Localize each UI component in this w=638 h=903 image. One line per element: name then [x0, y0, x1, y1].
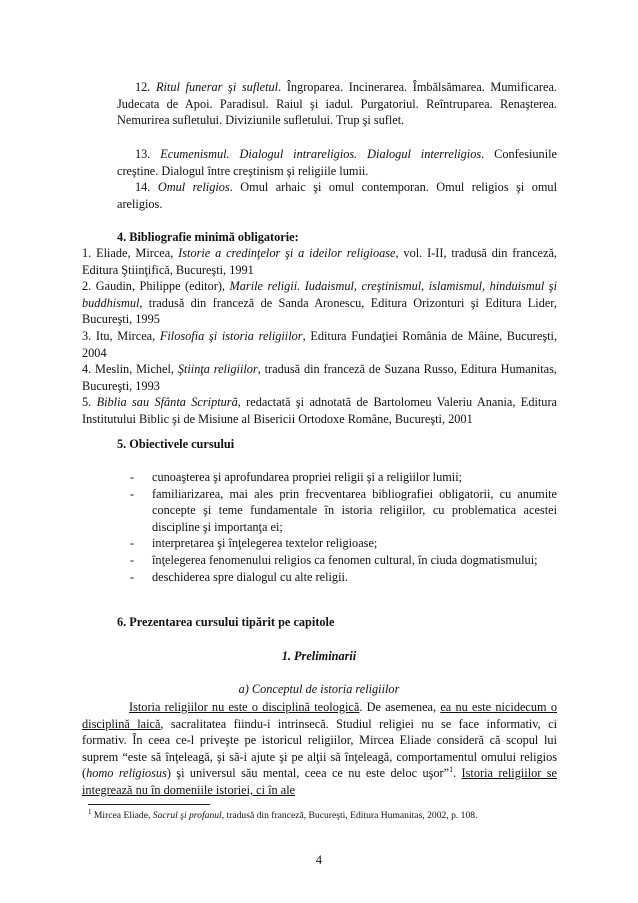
topic-text: . Omul arhaic şi omul contemporan. Omul religios şi omul areligios.: [117, 180, 557, 211]
bibliography-entry-1: 1. Eliade, Mircea, Istorie a credinţelor şi a ideilor religioase, vol. I-II, tradusă din franceză, Editura Ştiinţifică, Bucureşti, 1991: [82, 246, 557, 277]
objectives-list: [130, 469, 557, 585]
bibliography-list: [82, 245, 557, 428]
bibliography-entry-2: 2. Gaudin, Philippe (editor), Marile religii. Iudaismul, creştinismul, islamismul, hinduismul şi buddhismul, tradusă din franceză de Sanda Aronescu, Editura Orizonturi şi Editura Lider, Bucureşti, 1995: [82, 279, 557, 327]
topic-text: . Confesiunile creştine. Dialogul între creştinism şi religiile lumii.: [117, 147, 557, 178]
section-title: a) Conceptul de istoria religiilor: [238, 682, 400, 696]
topic-item-14: [117, 179, 557, 212]
topic-title: Omul religios: [157, 180, 230, 194]
topic-title: Ecumenismul. Dialogul intrareligios. Dialogul interreligios: [160, 147, 482, 161]
body-paragraph: Istoria religiilor nu este o disciplină teologică. De asemenea, ea nu este nicidecum o disciplină laică, sacralitatea fiindu-i intrinsecă. Studiul religiei nu se face informativ, ci formativ. În ceea ce-l priveşte pe istoricul religiilor, Mircea Eliade consideră că scopul lui suprem “este să înţeleagă, şi să-i ajute şi pe alţii să înţeleagă, comportamentul omului religios (homo religiosus) şi universul său mental, ceea ce nu este deloc uşor”$^1$. Istoria religiilor se integrează nu în domeniile istoriei, ci în ale: [82, 700, 557, 797]
topic-number: 14.: [135, 180, 158, 194]
topic-title: Ritul funerar şi sufletul: [156, 80, 279, 94]
topic-item-12: [117, 79, 557, 129]
topic-number: 13.: [135, 147, 161, 161]
topic-number: 12.: [135, 80, 156, 94]
objective-item: - interpretarea şi înţelegerea textelor religioase;: [130, 536, 378, 551]
objective-item: - deschiderea spre dialogul cu alte religii.: [130, 569, 348, 584]
bibliography-entry-3: 3. Itu, Mircea, Filosofia şi istoria religiilor, Editura Fundaţiei România de Mâine, Bucureşti, 2004: [82, 328, 558, 360]
objective-item: - familiarizarea, mai ales prin frecventarea bibliografiei obligatorii, cu anumite concepte şi teme fundamentale în istoria religiilor, cu problematica acestei discipline şi importanţa ei;: [130, 486, 557, 534]
chapter-title: 1. Preliminarii: [281, 649, 357, 663]
page-number: 4: [315, 853, 323, 867]
footnote: $^1$ Mircea Eliade, Sacrul şi profanul, tradusă din franceză, Bucureşti, Editura Humanitas, 2002, p. 108.: [88, 807, 478, 821]
bibliography-entry-4: 4. Meslin, Michel, Ştiinţa religiilor, tradusă din franceză de Suzana Russo, Editura Humanitas, Bucureşti, 1993: [82, 362, 558, 393]
topic-item-13: [117, 146, 557, 179]
objectives-heading: 5. Obiectivele cursului: [117, 437, 235, 451]
footnote-ref: 1: [449, 765, 454, 775]
chapters-heading: 6. Prezentarea cursului tipărit pe capitole: [117, 615, 335, 629]
objective-item: - cunoaşterea şi aprofundarea propriei religii şi a religiilor lumii;: [130, 470, 463, 484]
bibliography-heading: 4. Bibliografie minimă obligatorie:: [117, 230, 299, 244]
bibliography-entry-5: 5. Biblia sau Sfânta Scriptură, redactată şi adnotată de Bartolomeu Valeriu Anania, Editura Institutului Biblic şi de Misiune al Bisericii Ortodoxe Române, Bucureşti, 2001: [82, 395, 557, 426]
topic-text: . Îngroparea. Incinerarea. Îmbălsămarea. Mumificarea. Judecata de Apoi. Paradisul. Raiul şi iadul. Purgatoriul. Reîntruparea. Renaşterea. Nemurirea sufletului. Diviziunile sufletului. Trup şi suflet.: [117, 80, 557, 128]
objective-item: - înţelegerea fenomenului religios ca fenomen cultural, în ciuda dogmatismului;: [130, 552, 538, 567]
footnote-rule: [88, 804, 210, 805]
